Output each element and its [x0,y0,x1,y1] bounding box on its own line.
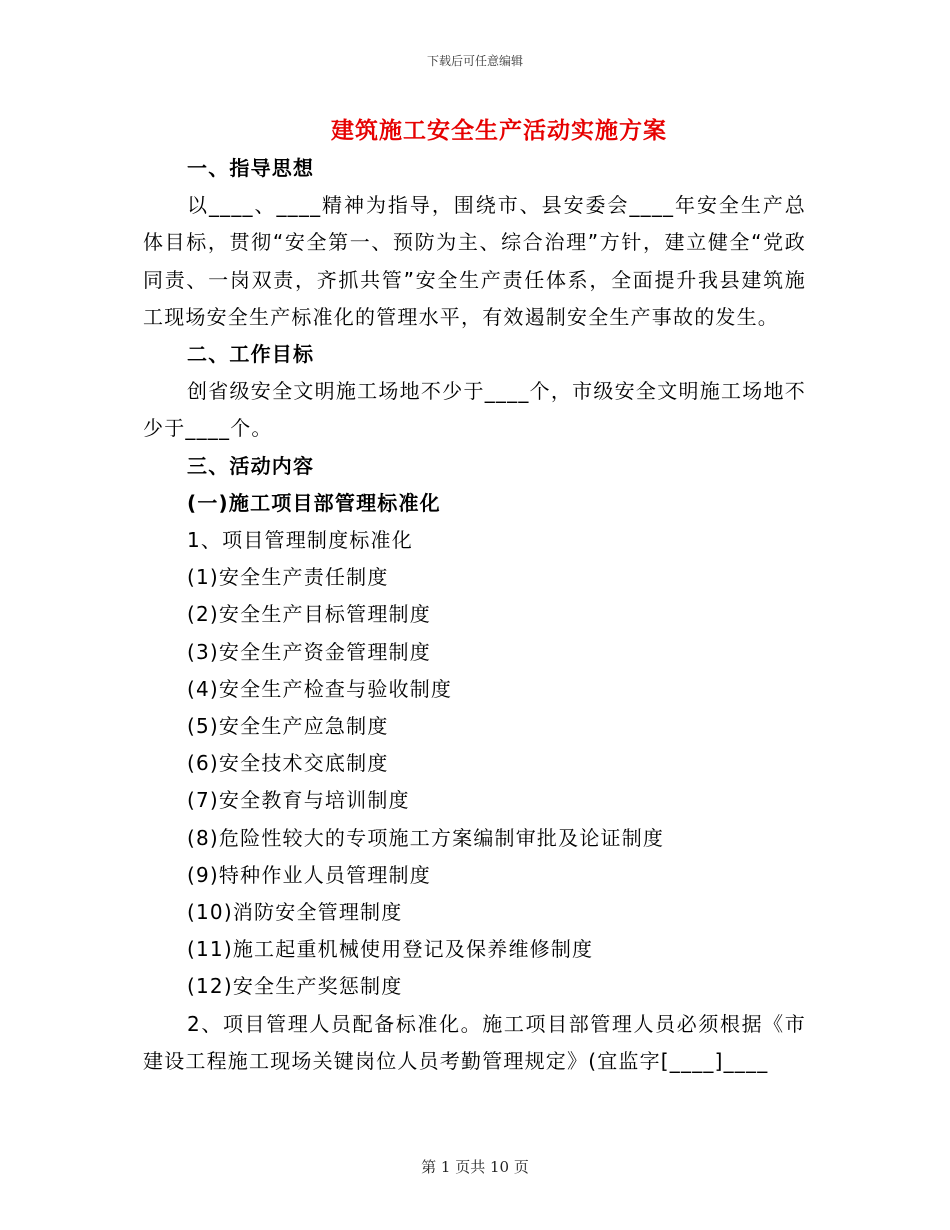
list-item: (6)安全技术交底制度 [187,751,389,776]
section-heading-work-goals: 二、工作目标 [187,342,315,367]
list-item: (1)安全生产责任制度 [187,565,389,590]
closing-paragraph: 2、项目管理人员配备标准化。施工项目部管理人员必须根据《市建设工程施工现场关键岗位人员考勤管理规定》(宜监字[____]____ [143,1011,806,1073]
list-item: (12)安全生产奖惩制度 [187,974,403,999]
page-header-note: 下载后可任意编辑 [426,54,523,68]
list-item: (10)消防安全管理制度 [187,900,403,925]
list-item: (5)安全生产应急制度 [187,714,389,739]
subsection-heading: (一)施工项目部管理标准化 [187,490,441,515]
list-item: (8)危险性较大的专项施工方案编制审批及论证制度 [187,825,665,850]
list-item: (4)安全生产检查与验收制度 [187,676,453,701]
document-title: 建筑施工安全生产活动实施方案 [331,117,667,144]
list-item: (7)安全教育与培训制度 [187,788,410,813]
list-item: (3)安全生产资金管理制度 [187,639,431,664]
section-paragraph-work-goals: 创省级安全文明施工场地不少于____个，市级安全文明施工场地不少于____个。 [143,379,806,441]
list-item: (11)施工起重机械使用登记及保养维修制度 [187,937,594,962]
page-footer-number: 第 1 页共 10 页 [421,1158,529,1176]
section-heading-activity-content: 三、活动内容 [187,453,315,478]
section-heading-guiding-ideology: 一、指导思想 [187,156,315,180]
list-title: 1、项目管理制度标准化 [187,528,413,553]
list-item: (2)安全生产目标管理制度 [187,602,431,627]
document-body [143,150,806,1080]
section-paragraph-guiding-ideology: 以____、____精神为指导，围绕市、县安委会____年安全生产总体目标，贯彻“安全第一、预防为主、综合治理”方针，建立健全“党政同责、一岗双责，齐抓共管”安全生产责任体系，全面提升我县建筑施工现场安全生产标准化的管理水平，有效遏制安全生产事故的发生。 [143,193,806,329]
list-item: (9)特种作业人员管理制度 [187,862,431,887]
